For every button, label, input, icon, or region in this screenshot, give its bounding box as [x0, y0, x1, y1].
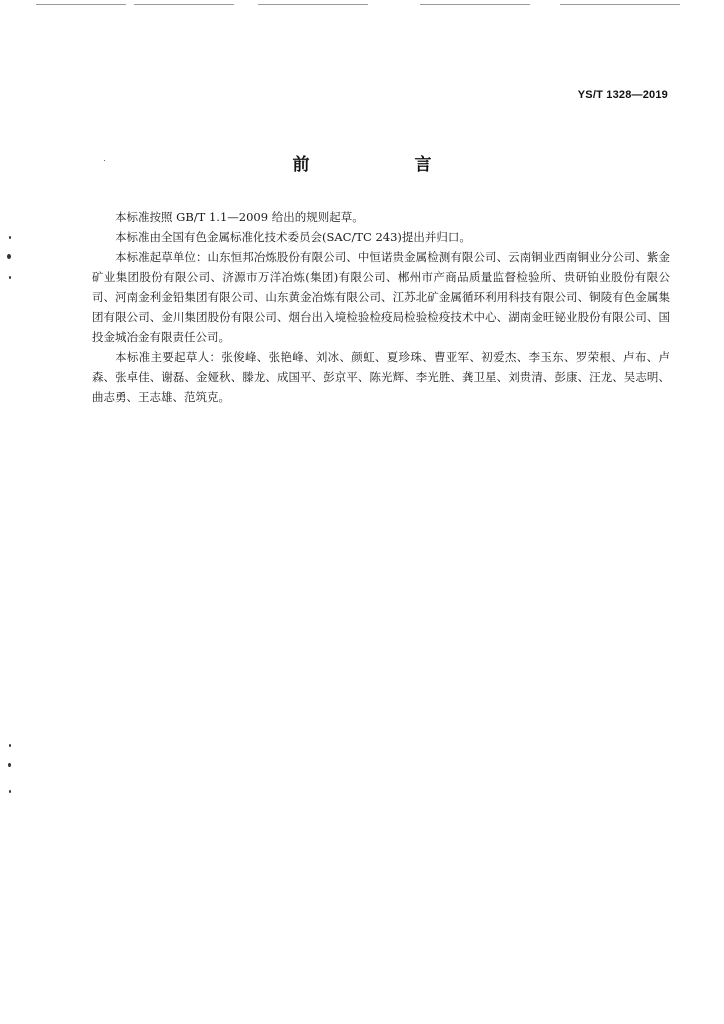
- scan-mark: [9, 236, 11, 239]
- paragraph-drafting-rules: 本标准按照 GB/T 1.1—2009 给出的规则起草。: [115, 210, 364, 224]
- top-rule-right: [560, 4, 680, 5]
- scan-mark: [9, 276, 11, 279]
- top-rule-left-1: [36, 4, 126, 5]
- standard-code: YS/T 1328—2019: [577, 89, 668, 101]
- paragraph-drafters: 本标准主要起草人：张俊峰、张艳峰、刘冰、颜虹、夏珍珠、曹亚军、初爱杰、李玉东、罗荣根、卢布、卢森、张卓佳、谢磊、金娅秋、滕龙、成国平、彭京平、陈光辉、李光胜、龚卫星、刘贵清、彭康、汪龙、吴志明、曲志勇、王志雄、范筑克。: [92, 350, 670, 404]
- paragraph-proposer: 本标准由全国有色金属标准化技术委员会(SAC/TC 243)提出并归口。: [115, 230, 471, 244]
- scan-mark: [104, 160, 105, 161]
- scan-mark: [9, 790, 11, 793]
- scan-mark: [8, 763, 11, 767]
- scan-mark: [7, 254, 11, 259]
- top-rule-left-2: [134, 4, 234, 5]
- page-title: 前 言: [292, 155, 476, 175]
- foreword-body: [92, 207, 670, 407]
- top-rule-middle-1: [258, 4, 368, 5]
- top-rule-middle-2: [420, 4, 530, 5]
- scan-mark: [9, 744, 11, 747]
- paragraph-drafting-units: 本标准起草单位：山东恒邦冶炼股份有限公司、中恒诺贵金属检测有限公司、云南铜业西南铜业分公司、紫金矿业集团股份有限公司、济源市万洋冶炼(集团)有限公司、郴州市产商品质量监督检验所、贵研铂业股份有限公司、河南金利金铅集团有限公司、山东黄金冶炼有限公司、江苏北矿金属循环利用科技有限公司、铜陵有色金属集团有限公司、金川集团股份有限公司、烟台出入境检验检疫局检验检疫技术中心、湖南金旺铋业股份有限公司、国投金城冶金有限责任公司。: [92, 250, 670, 344]
